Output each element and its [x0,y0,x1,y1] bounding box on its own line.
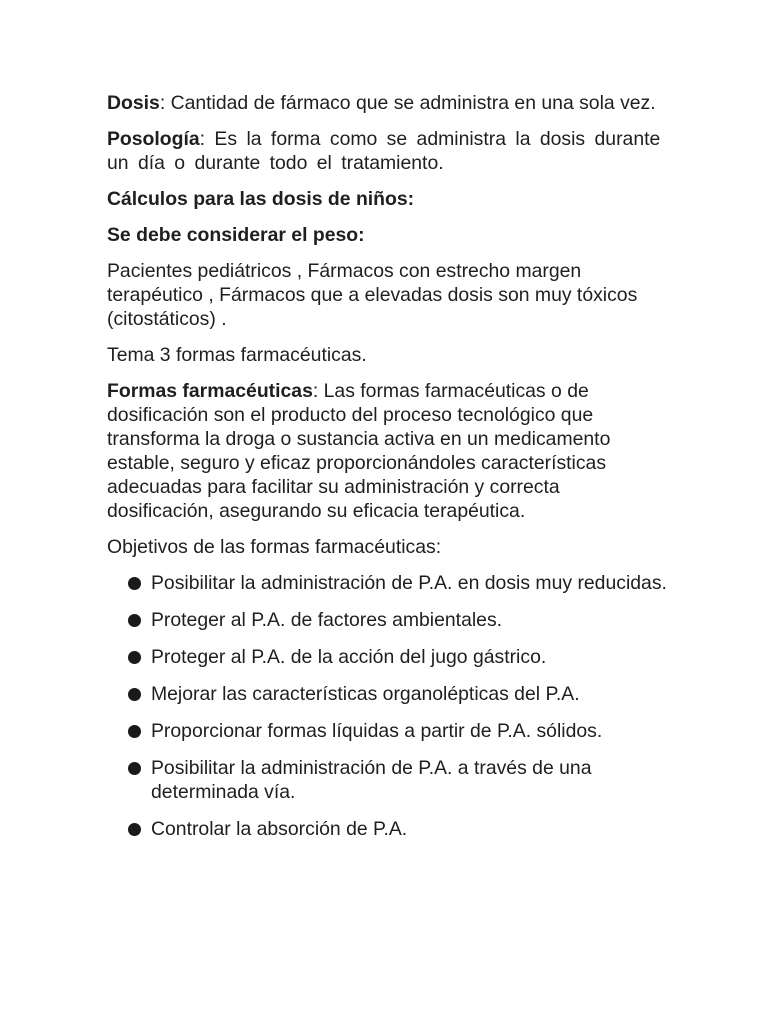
calculos-heading: Cálculos para las dosis de niños: [107,188,415,210]
tema-paragraph: Tema 3 formas farmacéuticas. [107,344,367,366]
list-item [151,571,668,595]
objetivos-title: Objetivos de las formas farmacéuticas: [107,536,442,558]
bullet-dot-icon [128,651,141,664]
posologia-term: Posología [107,128,200,150]
list-item-text: Posibilitar la administración de P.A. a través de una determinada vía. [151,757,592,803]
dosis-term: Dosis [107,92,160,114]
dosis-text: : Cantidad de fármaco que se administra en una sola vez. [159,92,656,114]
formas-text: : Las formas farmacéuticas o de dosificación son el producto del proceso tecnológico que transforma la droga o sustancia activa en un medicamento estable, seguro y eficaz proporcionándoles características adecuadas para facilitar su administración y correcta dosificación, asegurando su eficacia terapéutica. [107,380,611,522]
objetivos-list [107,571,668,841]
bullet-dot-icon [128,823,141,836]
list-item [151,756,668,804]
posologia-text: : Es la forma como se administra la dosis durante un día o durante todo el tratamiento. [107,128,661,174]
dosis-definition [107,91,668,115]
bullet-dot-icon [128,762,141,775]
pacientes-paragraph: Pacientes pediátricos , Fármacos con estrecho margen terapéutico , Fármacos que a elevadas dosis son muy tóxicos (citostáticos) . [107,260,638,330]
bullet-dot-icon [128,614,141,627]
formas-term: Formas farmacéuticas [107,380,313,402]
list-item-text: Posibilitar la administración de P.A. en dosis muy reducidas. [151,572,667,594]
list-item-text: Proteger al P.A. de la acción del jugo gástrico. [151,646,547,668]
list-item [151,719,668,743]
list-item-text: Controlar la absorción de P.A. [151,818,408,840]
formas-definition [107,379,668,523]
list-item [151,645,668,669]
list-item-text: Proteger al P.A. de factores ambientales. [151,609,503,631]
list-item-text: Proporcionar formas líquidas a partir de P.A. sólidos. [151,720,603,742]
posologia-definition [107,127,668,175]
list-item [151,817,668,841]
bullet-dot-icon [128,725,141,738]
list-item [151,608,668,632]
bullet-dot-icon [128,688,141,701]
list-item-text: Mejorar las características organolépticas del P.A. [151,683,580,705]
peso-heading: Se debe considerar el peso: [107,224,365,246]
list-item [151,682,668,706]
bullet-dot-icon [128,577,141,590]
